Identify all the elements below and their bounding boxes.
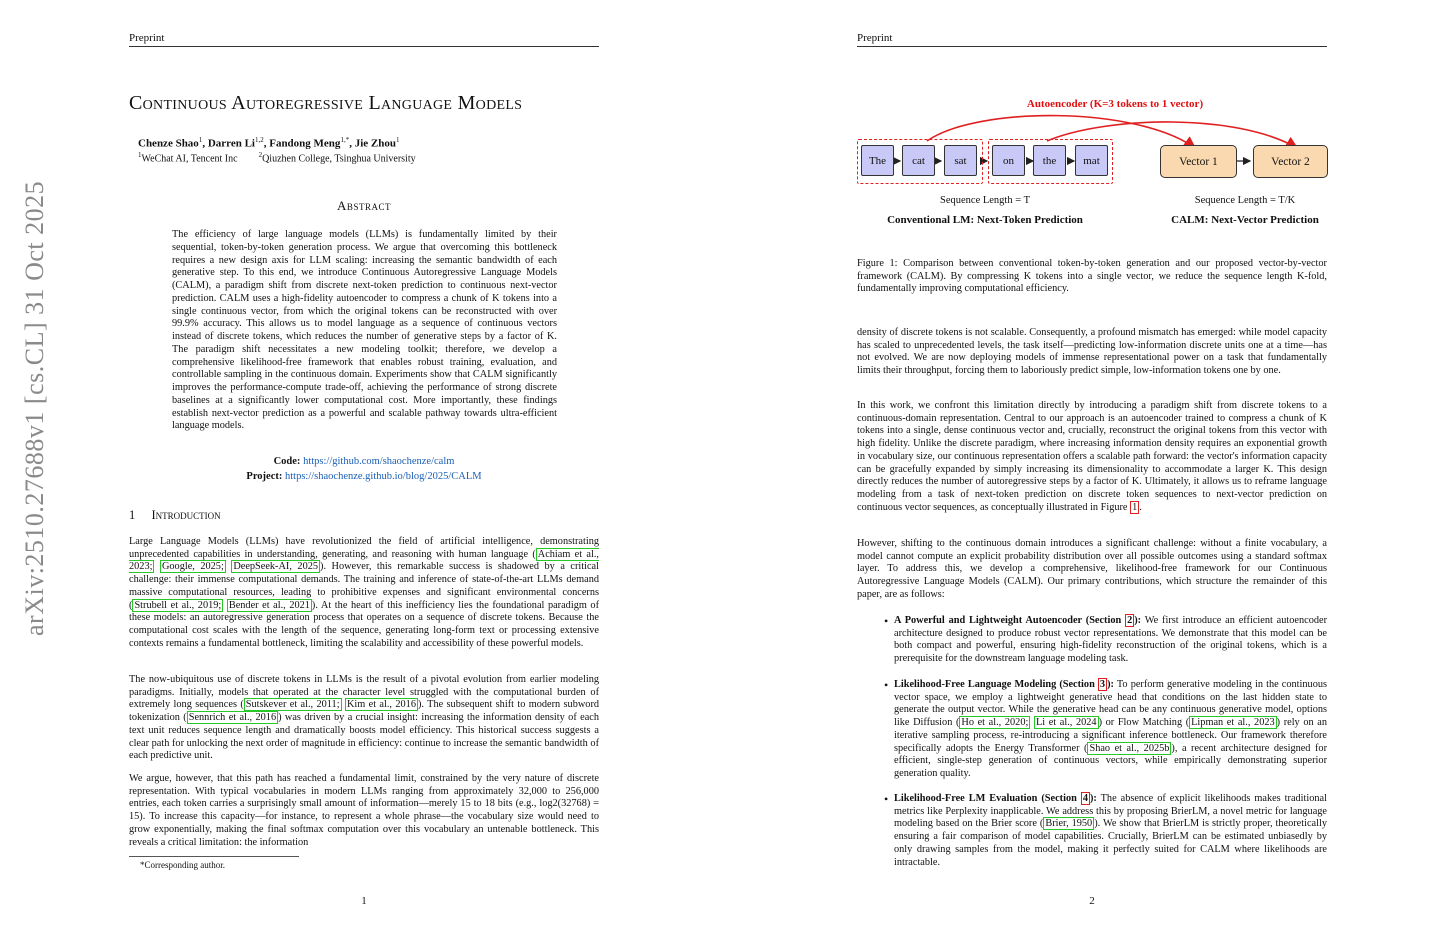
section-number: 1 [129, 508, 136, 522]
citation-link[interactable]: Lipman et al., 2023 [1191, 717, 1275, 729]
bullet-text: ) rely on an iterative sampling process, re-introducing a significant inference bottleneck. Our framework therefore specifically adopts the Energy Transformer ( [894, 717, 1327, 754]
citation-link[interactable]: Bender et al., 2021 [228, 599, 310, 611]
citation-link[interactable]: DeepSeek-AI, 2025 [233, 561, 319, 573]
section-reference-link[interactable]: 3 [1099, 679, 1106, 690]
token-box: The [861, 145, 894, 176]
citation-link[interactable]: Brier, 1950 [1045, 818, 1093, 830]
paragraph-text: ). The subsequent shift to modern subword tokenization ( [129, 699, 600, 724]
bullet-text: ) or Flow Matching ( [1098, 717, 1190, 729]
token-box: cat [902, 145, 935, 176]
author-superscript: 1,* [340, 136, 350, 144]
project-label: Project: [246, 471, 283, 482]
citation-link[interactable]: Sutskever et al., 2011; [245, 699, 340, 711]
vector-box: Vector 2 [1253, 145, 1328, 178]
citation-link[interactable]: Strubell et al., 2019; [134, 599, 222, 611]
page2-paragraph-2 [857, 400, 1327, 514]
code-label: Code: [273, 456, 301, 467]
bullet-marker: • [884, 614, 889, 628]
section-heading-introduction [129, 508, 221, 523]
affiliation-superscript: 2 [258, 151, 263, 159]
token-box: on [992, 145, 1025, 176]
author-list: Chenze Shao$^1$, Darren Li$^{1,2}$, Fandong Meng$^{1,*}$, Jie Zhou$^1$ [138, 136, 400, 150]
page1-number: 1 [361, 895, 367, 907]
bullet-text: ). We show that BrierLM is strictly proper, theoretically ensuring a fair comparison of model capabilities. Crucially, BrierLM can be estimated unbiasedly by only drawing samples from the model, making it perfectly suited for CALM where likelihoods are intractable. [894, 818, 1327, 868]
paragraph-text: ). At the heart of this inefficiency lies the foundational paradigm of these models: an autoregressive generation process that operates on a sequence of discrete tokens. Because the computational cost scales with the length of the sequence, generating long-form text or processing extensive contexts remains a fundamental bottleneck, limiting the scalability and accessibility of these powerful models. [129, 599, 600, 649]
page1-header-rule [129, 46, 599, 47]
citation-link[interactable]: Google, 2025; [161, 561, 224, 573]
project-url-link[interactable]: https://shaochenze.github.io/blog/2025/CALM [285, 471, 482, 482]
figure-1-caption: Figure 1: Comparison between conventional token-by-token generation and our proposed vector-by-vector framework (CALM). By compressing K tokens into a single vector, we reduce the sequence length K-fold, fundamentally improving computational efficiency. [857, 258, 1327, 295]
citation-link[interactable]: Shao et al., 2025b [1089, 742, 1170, 754]
paragraph-text: In this work, we confront this limitation directly by introducing a paradigm shift from discrete tokens to a continuous-domain representation. Central to our approach is an autoencoder trained to compress a chunk of K tokens into a single, dense continuous vector and, crucially, reconstruct the original tokens from this vector with high fidelity. Unlike the discrete paradigm, where increasing information density requires an exponential growth in vocabulary size, our continuous representation offers a scalable path forward: the vector's information capacity can be gracefully expanded by simply increasing its dimensionality to accommodate a larger K. This design directly reduces the number of autoregressive steps by a factor of K. Ultimately, it allows us to reframe language modeling from a task of next-token prediction on discrete token sequences to next-vector prediction on continuous vector sequences, as conceptually illustrated in Figure [857, 400, 1327, 513]
contribution-bullet-1 [894, 615, 1327, 666]
affiliation: WeChat AI, Tencent Inc [141, 153, 238, 165]
citation-link[interactable]: Achiam et al., 2023; [129, 548, 600, 573]
vector-box: Vector 1 [1160, 145, 1237, 178]
intro-paragraph-1 [129, 536, 599, 650]
author-name: Darren Li [207, 137, 255, 150]
page2-running-header: Preprint [857, 32, 893, 44]
paragraph-text: ) was driven by a crucial insight: increasing the information density of each text unit reduces sequence length and dramatically boosts model efficiency. This historical success suggests a clear path for unlocking the next order of magnitude in efficiency: continue to increase the semantic bandwidth of each predictive unit. [129, 712, 599, 762]
affiliation: Qiuzhen College, Tsinghua University [262, 153, 416, 165]
code-url-link[interactable]: https://github.com/shaochenze/calm [303, 456, 455, 467]
intro-paragraph-3: We argue, however, that this path has reached a fundamental limit, constrained by the very nature of discrete representation. With typical vocabularies in modern LLMs ranging from approximately 32,000 to 256,000 entries, each token carries a surprisingly small amount of information—merely 15 to 18 bits (e.g., log2(32768) = 15). To increase this capacity—for instance, to represent a whole phrase—the vocabulary size would need to grow exponentially, making the final softmax computation over this vocabulary an untenable bottleneck. This reveals a critical limitation: the information [129, 773, 599, 848]
citation-link[interactable]: Sennrich et al., 2016 [188, 712, 277, 724]
page2-header-rule [857, 46, 1327, 47]
bullet-heading: ): [1089, 793, 1097, 804]
section-reference-link[interactable]: 4 [1082, 793, 1088, 804]
bullet-heading: ): [1107, 679, 1114, 690]
contribution-bullet-2 [894, 679, 1327, 781]
token-box: the [1033, 145, 1066, 176]
page2-paragraph-1: density of discrete tokens is not scalable. Consequently, a profound mismatch has emerged: while model capacity has scaled to unprecedented levels, the task itself—predicting low-information discrete units one at a time—has not evolved. We are now deploying models of immense representational power on a task that fundamentally limits their throughput, forcing them to laboriously predict simple, low-information tokens one by one. [857, 327, 1327, 377]
footnote-corresponding-author: *Corresponding author. [140, 860, 225, 870]
paragraph-text: ). However, this remarkable success is shadowed by a critical challenge: their immense computational demands. The training and inference of state-of-the-art LLMs demand massive computational resources, leading to prohibitive expenses and significant environmental concerns ( [129, 561, 599, 611]
page2-number: 2 [1089, 895, 1095, 907]
bullet-heading: Likelihood-Free LM Evaluation (Section [894, 793, 1081, 804]
figure-right-caption: CALM: Next-Vector Prediction [1171, 214, 1319, 226]
author-name: Fandong Meng [269, 137, 341, 150]
intro-paragraph-2 [129, 674, 599, 763]
abstract-heading: Abstract [337, 198, 391, 213]
figure-right-sequence-label: Sequence Length = T/K [1194, 195, 1296, 206]
figure-left-caption: Conventional LM: Next-Token Prediction [887, 214, 1083, 226]
bullet-text: ), a recent architecture designed for efficient, single-step generation of continuous vectors, while empirically demonstrating superior generation quality. [894, 742, 1327, 779]
footnote-rule [129, 856, 299, 857]
bullet-marker: • [884, 792, 889, 806]
author-name: Jie Zhou [354, 137, 396, 150]
author-superscript: 1,2 [254, 136, 264, 144]
citation-link[interactable]: Kim et al., 2016 [346, 699, 416, 711]
bullet-marker: • [884, 678, 889, 692]
affiliation-superscript: 1 [138, 151, 142, 159]
figure-autoencoder-title: Autoencoder (K=3 tokens to 1 vector) [1026, 98, 1204, 110]
token-box: mat [1075, 145, 1108, 176]
contribution-bullet-3 [894, 793, 1327, 869]
section-reference-link[interactable]: 2 [1127, 615, 1133, 626]
paragraph-text: Large Language Models (LLMs) have revolutionized the field of artificial intelligence, demonstrating unprecedented capabilities in understanding, generating, and reasoning with human language ( [129, 536, 599, 560]
author-superscript: 1 [395, 136, 400, 144]
affiliations [138, 151, 598, 164]
token-box: sat [944, 145, 977, 176]
page1-running-header: Preprint [129, 32, 165, 44]
bullet-heading: Likelihood-Free Language Modeling (Section [894, 679, 1098, 690]
bullet-text: We first introduce an efficient autoencoder architecture designed to produce robust vector representations. We demonstrate that this model can be both compact and powerful, ensuring high-fidelity reconstruction of the original tokens, which is a prerequisite for the downstream language modeling task. [894, 615, 1327, 665]
paragraph-text: . [1139, 501, 1142, 513]
paragraph-text: The now-ubiquitous use of discrete tokens in LLMs is the result of a pivotal evolution from earlier modeling paradigms. Initially, models that operated at the character level struggled with the computational burden of extremely long sequences ( [129, 674, 599, 711]
abstract-text: The efficiency of large language models (LLMs) is fundamentally limited by their sequential, token-by-token generation process. We argue that overcoming this bottleneck requires a new design axis for LLM scaling: increasing the semantic bandwidth of each generative step. To this end, we introduce Continuous Autoregressive Language Models (CALM), a paradigm shift from discrete next-token prediction to continuous next-vector prediction. CALM uses a high-fidelity autoencoder to compress a chunk of K tokens into a single continuous vector, from which the original tokens can be reconstructed with over 99.9% accuracy. This allows us to model language as a sequence of continuous vectors instead of discrete tokens, which reduces the number of generative steps by a factor of K. The paradigm shift necessitates a new modeling toolkit; therefore, we develop a comprehensive likelihood-free framework that enables robust training, evaluation, and controllable sampling in the continuous domain. Experiments show that CALM significantly improves the performance-compute trade-off, achieving the performance of strong discrete baselines at a significantly lower computational cost. More importantly, these findings establish next-vector prediction as a powerful and scalable pathway towards ultra-efficient language models. [172, 229, 557, 432]
bullet-text: To perform generative modeling in the continuous vector space, we employ a lightweight generative head that conditions on the last hidden state to generate the output vector. While the generative head can be any continuous generative model, options like Diffusion ( [894, 679, 1327, 729]
bullet-heading: A Powerful and Lightweight Autoencoder (Section [894, 615, 1126, 626]
paper-title: Continuous Autoregressive Language Models [129, 92, 523, 114]
bullet-heading: ): [1134, 615, 1142, 626]
author-superscript: 1 [198, 136, 203, 144]
citation-link[interactable]: Ho et al., 2020; [961, 717, 1029, 729]
author-name: Chenze Shao [138, 137, 199, 150]
project-link-line [129, 471, 599, 482]
section-title: Introduction [151, 508, 221, 522]
figure-reference-link[interactable]: 1 [1132, 501, 1138, 513]
code-link-line [129, 456, 599, 467]
page2-paragraph-3: However, shifting to the continuous domain introduces a significant challenge: without a finite vocabulary, a model cannot compute an explicit probability distribution over all possible outcomes using a standard softmax layer. To address this, we develop a comprehensive, likelihood-free framework for our Continuous Autoregressive Language Models (CALM). Our primary contributions, which structure the remainder of this paper, are as follows: [857, 538, 1327, 600]
figure-left-sequence-label: Sequence Length = T [940, 195, 1030, 206]
arxiv-side-stamp: arXiv:2510.27688v1 [cs.CL] 31 Oct 2025 [20, 180, 49, 636]
citation-link[interactable]: Li et al., 2024 [1035, 717, 1097, 729]
bullet-text: The absence of explicit likelihoods makes traditional metrics like Perplexity inapplicable. We address this by proposing BrierLM, a novel metric for language modeling based on the Brier score ( [894, 793, 1327, 830]
